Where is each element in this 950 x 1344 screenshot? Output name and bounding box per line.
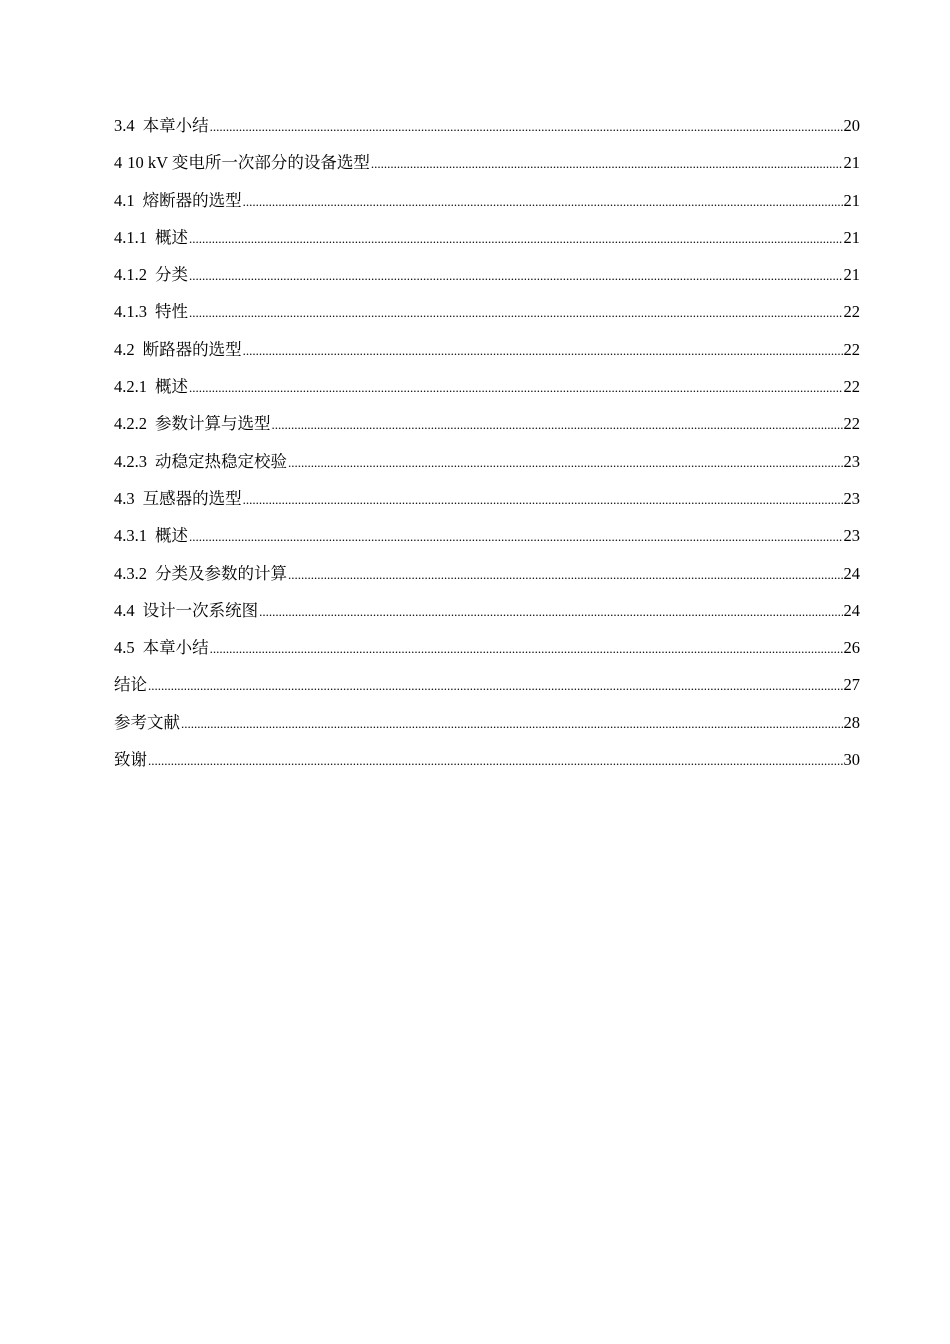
toc-entry-title: 概述 [155,227,188,247]
toc-entry-title: 概述 [155,526,188,546]
toc-entry[interactable] [114,411,860,448]
toc-entry-title: 特性 [155,302,188,322]
dot-leader [148,673,843,699]
toc-entry[interactable] [114,710,860,747]
toc-entry-title: 本章小结 [142,116,209,135]
dot-leader [189,375,843,401]
toc-entry[interactable] [114,598,860,635]
toc-entry-title: 互感器的选型 [142,488,242,508]
toc-entry-title: 结论 [114,675,147,695]
toc-entry-title: 分类 [155,265,188,285]
dot-leader [243,189,843,215]
toc-entry[interactable] [114,523,860,560]
toc-entry-page: 21 [843,190,860,210]
dot-leader [210,636,843,662]
dot-leader [189,300,843,326]
toc-entry[interactable] [114,672,860,709]
toc-entry-page: 21 [843,227,860,247]
dot-leader [243,487,843,513]
toc-entry-title: 概述 [155,377,188,397]
toc-entry[interactable] [114,225,860,262]
dot-leader [288,450,843,476]
dot-leader [189,263,843,289]
toc-entry-page: 22 [843,377,860,397]
toc-entry[interactable] [114,561,860,598]
dot-leader [181,711,843,737]
toc-entry[interactable] [114,635,860,672]
toc-entry-title: 参考文献 [114,712,180,732]
toc-entry-number: 4.2.2 [114,414,147,434]
dot-leader [189,524,843,550]
toc-entry-page: 24 [843,563,860,583]
toc-entry-page: 22 [843,414,860,434]
toc-entry-page: 21 [843,153,860,173]
toc-entry[interactable] [114,486,860,523]
toc-entry-number: 4.2.3 [114,451,147,471]
toc-entry[interactable] [114,188,860,225]
dot-leader [288,562,843,588]
toc-entry-title: 设计一次系统图 [142,600,259,620]
toc-entry-page: 28 [843,712,860,732]
toc-entry-number: 4.3 [114,488,135,508]
toc-entry-title: 本章小结 [142,638,209,658]
dot-leader [243,338,843,364]
toc-entry-number: 4.4 [114,600,135,620]
toc-entry-number: 4 [114,153,123,173]
toc-entry-number: 4.3.2 [114,563,147,583]
toc-entry-title: 断路器的选型 [142,339,242,359]
toc-entry-title: 分类及参数的计算 [155,563,287,583]
toc-entry[interactable] [114,262,860,299]
toc-entry-number: 4.3.1 [114,526,147,546]
toc-entry-page: 21 [843,265,860,285]
toc-entry-number: 4.2 [114,339,135,359]
toc-entry[interactable] [114,113,860,150]
toc-entry[interactable] [114,150,860,187]
toc-entry-page: 27 [843,675,860,695]
toc-entry-page: 22 [843,302,860,322]
dot-leader [189,226,843,252]
toc-entry-number: 3.4 [114,116,135,135]
toc-entry-page: 26 [843,638,860,658]
table-of-contents [114,113,860,784]
toc-entry-page: 20 [843,116,860,135]
toc-entry-page: 23 [843,451,860,471]
toc-entry-page: 23 [843,488,860,508]
toc-entry-page: 30 [843,750,860,770]
toc-entry-number: 4.5 [114,638,135,658]
dot-leader [148,748,843,774]
toc-entry-number: 4.2.1 [114,377,147,397]
dot-leader [210,114,843,140]
toc-entry[interactable] [114,747,860,784]
toc-entry[interactable] [114,374,860,411]
toc-entry-page: 23 [843,526,860,546]
toc-entry[interactable] [114,449,860,486]
toc-entry-title: 参数计算与选型 [155,414,271,434]
dot-leader [259,599,842,625]
toc-entry[interactable] [114,299,860,336]
dot-leader [371,151,843,177]
toc-entry-title: 熔断器的选型 [142,190,242,210]
toc-entry[interactable] [114,337,860,374]
toc-entry-title: 10 kV 变电所一次部分的设备选型 [127,153,370,173]
toc-entry-page: 24 [843,600,860,620]
toc-entry-page: 22 [843,339,860,359]
dot-leader [272,412,843,438]
toc-entry-number: 4.1.2 [114,265,147,285]
toc-entry-number: 4.1.3 [114,302,147,322]
toc-entry-title: 动稳定热稳定校验 [155,451,287,471]
toc-entry-title: 致谢 [114,750,147,770]
toc-entry-number: 4.1.1 [114,227,147,247]
toc-entry-number: 4.1 [114,190,135,210]
